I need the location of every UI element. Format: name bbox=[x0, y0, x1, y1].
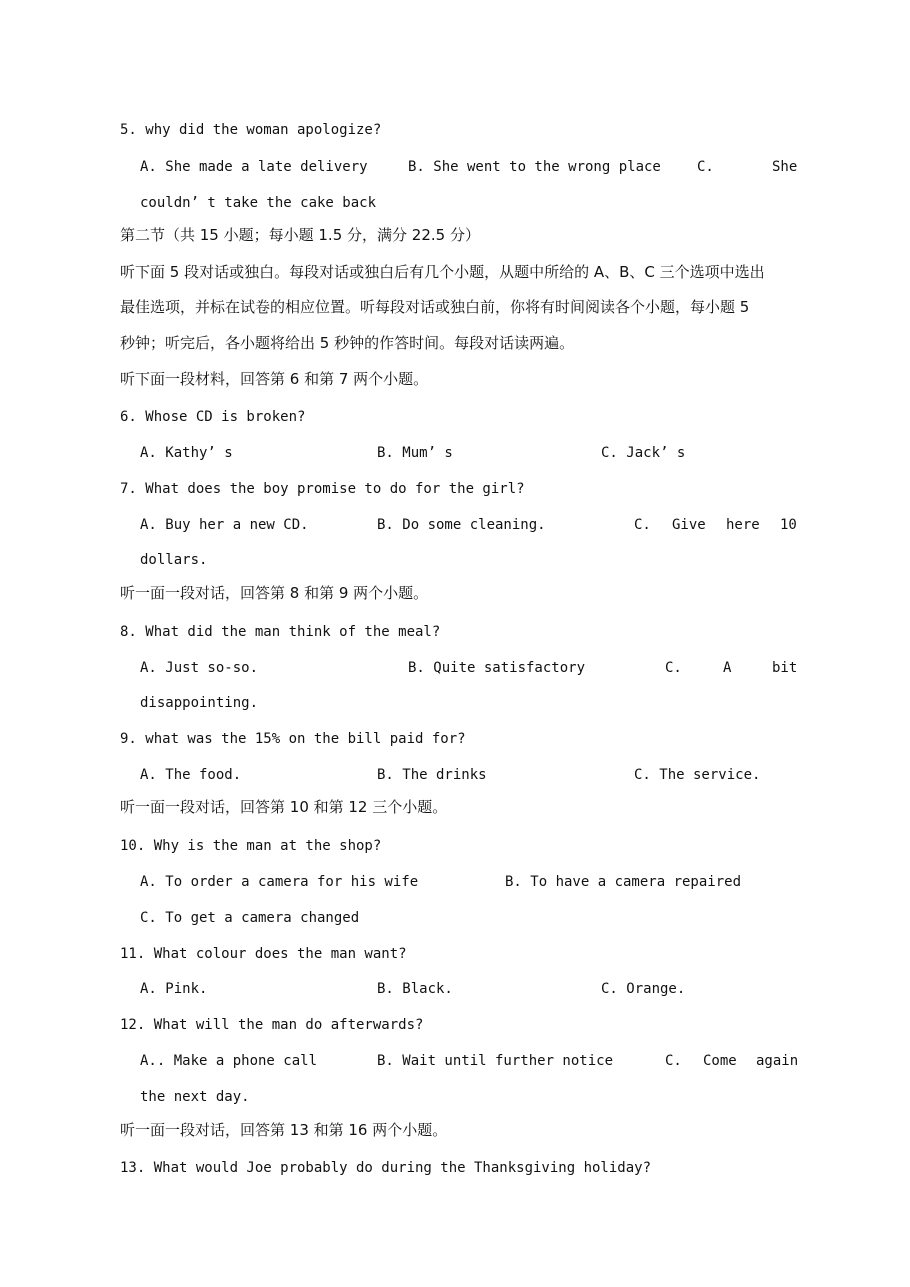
section-2-instructions-line-2: 最佳选项，并标在试卷的相应位置。听每段对话或独白前，你将有时间阅读各个小题，每小题 5 bbox=[120, 298, 750, 316]
question-7-option-c-word-1: Give bbox=[672, 517, 706, 533]
question-5-option-a: A. She made a late delivery bbox=[140, 159, 368, 175]
question-8-stem: 8. What did the man think of the meal? bbox=[120, 624, 441, 640]
question-5-option-c-word: She bbox=[772, 159, 798, 175]
question-10-stem: 10. Why is the man at the shop? bbox=[120, 838, 382, 854]
question-10-option-b: B. To have a camera repaired bbox=[505, 874, 742, 890]
question-6-option-b: B. Mum’ s bbox=[377, 445, 453, 461]
section-2-instructions-line-1: 听下面 5 段对话或独白。每段对话或独白后有几个小题，从题中所给的 A、B、C 三个选项中选出 bbox=[120, 263, 765, 281]
question-7-option-b: B. Do some cleaning. bbox=[377, 517, 546, 533]
group-1-intro: 听下面一段材料，回答第 6 和第 7 两个小题。 bbox=[120, 370, 429, 388]
question-12-option-b: B. Wait until further notice bbox=[377, 1053, 614, 1069]
question-5-option-b: B. She went to the wrong place bbox=[408, 159, 661, 175]
question-12-option-c-word-2: again bbox=[756, 1053, 799, 1069]
question-8-option-c-continued: disappointing. bbox=[140, 695, 259, 711]
question-7-option-a: A. Buy her a new CD. bbox=[140, 517, 309, 533]
question-11-option-b: B. Black. bbox=[377, 981, 453, 997]
section-2-heading: 第二节（共 15 小题；每小题 1.5 分，满分 22.5 分） bbox=[120, 226, 480, 244]
question-8-option-c-word-2: bit bbox=[772, 660, 798, 676]
question-6-option-c: C. Jack’ s bbox=[601, 445, 686, 461]
question-8-option-b: B. Quite satisfactory bbox=[408, 660, 586, 676]
question-11-stem: 11. What colour does the man want? bbox=[120, 946, 407, 962]
question-6-option-a: A. Kathy’ s bbox=[140, 445, 233, 461]
question-6-stem: 6. Whose CD is broken? bbox=[120, 409, 306, 425]
question-9-option-c: C. The service. bbox=[634, 767, 761, 783]
group-2-intro: 听一面一段对话，回答第 8 和第 9 两个小题。 bbox=[120, 584, 429, 602]
question-5-option-c-continued: couldn’ t take the cake back bbox=[140, 195, 377, 211]
question-8-option-c-label: C. bbox=[665, 660, 682, 676]
section-2-instructions-line-3: 秒钟；听完后，各小题将给出 5 秒钟的作答时间。每段对话读两遍。 bbox=[120, 334, 575, 352]
question-10-option-c: C. To get a camera changed bbox=[140, 910, 360, 926]
question-11-option-c: C. Orange. bbox=[601, 981, 686, 997]
question-12-option-c-label: C. bbox=[665, 1053, 682, 1069]
group-3-intro: 听一面一段对话，回答第 10 和第 12 三个小题。 bbox=[120, 798, 448, 816]
question-7-option-c-word-2: here bbox=[726, 517, 760, 533]
question-13-stem: 13. What would Joe probably do during the Thanksgiving holiday? bbox=[120, 1160, 652, 1176]
question-7-option-c-continued: dollars. bbox=[140, 552, 208, 568]
question-10-option-a: A. To order a camera for his wife bbox=[140, 874, 419, 890]
question-9-option-a: A. The food. bbox=[140, 767, 242, 783]
question-7-stem: 7. What does the boy promise to do for the girl? bbox=[120, 481, 525, 497]
question-12-option-c-continued: the next day. bbox=[140, 1089, 250, 1105]
group-4-intro: 听一面一段对话，回答第 13 和第 16 两个小题。 bbox=[120, 1121, 448, 1139]
question-9-stem: 9. what was the 15% on the bill paid for? bbox=[120, 731, 466, 747]
question-11-option-a: A. Pink. bbox=[140, 981, 208, 997]
question-5-stem: 5. why did the woman apologize? bbox=[120, 122, 382, 138]
question-12-stem: 12. What will the man do afterwards? bbox=[120, 1017, 424, 1033]
question-8-option-c-word-1: A bbox=[723, 660, 732, 676]
question-7-option-c-word-3: 10 bbox=[780, 517, 797, 533]
question-12-option-c-word-1: Come bbox=[703, 1053, 737, 1069]
question-8-option-a: A. Just so-so. bbox=[140, 660, 259, 676]
question-9-option-b: B. The drinks bbox=[377, 767, 487, 783]
question-12-option-a: A.. Make a phone call bbox=[140, 1053, 318, 1069]
question-5-option-c-label: C. bbox=[697, 159, 714, 175]
question-7-option-c-label: C. bbox=[634, 517, 651, 533]
